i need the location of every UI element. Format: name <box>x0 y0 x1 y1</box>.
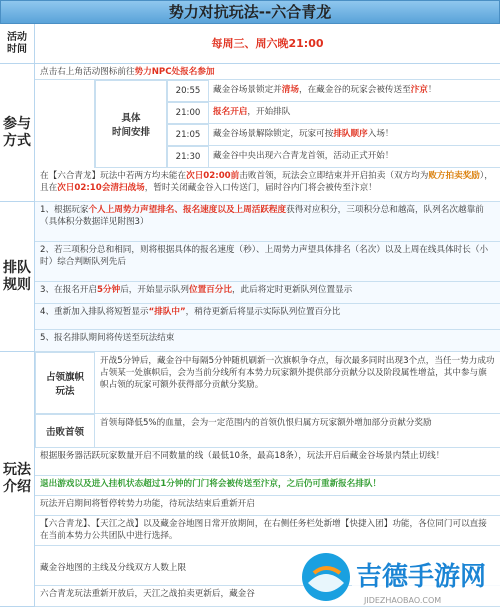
boss-label: 击败首领 <box>35 414 95 448</box>
rule4-pre: 4、重新加入排队将短暂显示 <box>40 307 149 317</box>
queue-rule-1 <box>35 202 500 242</box>
schedule-time: 21:30 <box>167 146 209 168</box>
participation-note <box>35 168 500 202</box>
schedule-pre: 藏金谷场景锁定并 <box>213 85 282 95</box>
queue-rule-2 <box>35 242 500 282</box>
boss-desc: 首领每降低5%的血量，会为一定范围内的首领仇恨归属方玩家额外增加部分贡献分奖励 <box>100 418 432 428</box>
note-hl-3: 次日02:10会清扫战场 <box>57 183 145 193</box>
section-queue <box>0 202 35 352</box>
note-hl-2: 败方拍卖奖励 <box>428 171 480 181</box>
rule1-post: 获得对应积分，三项积分总和越高，队列名次越靠前（具体积分数据详见附图3） <box>40 205 484 227</box>
schedule-label: 具体 时间安排 <box>95 80 167 168</box>
schedule-desc <box>209 80 500 102</box>
note-text-1: 在【六合青龙】玩法中若两方均未能在 <box>40 171 187 181</box>
rule3-post: 后，开始显示队列 <box>120 285 189 295</box>
schedule-post: ，在藏金谷的玩家会被传送至 <box>298 85 411 95</box>
title-text: 势力对抗玩法--六合青龙 <box>168 3 332 21</box>
rule3-hl: 5分钟 <box>97 285 121 295</box>
line-rule <box>35 448 500 476</box>
rule1-hl: 个人上周势力声望排名、报名速度以及上周活跃程度 <box>88 205 287 215</box>
participation-label: 参与 方式 <box>3 115 31 149</box>
queue-rule-4 <box>35 304 500 330</box>
schedule-time: 21:05 <box>167 124 209 146</box>
rule3-end: ，此后将定时更新队列位置显示 <box>231 285 353 295</box>
schedule-desc <box>209 146 500 168</box>
other-desc: 【六合青龙】、【天江之战】以及藏金谷地图日常开放期间，在右侧任务栏处新增【快捷入团】功能，各位同门可以直接在当前本势力公共团队中进行选择。 <box>40 519 487 541</box>
queue-rule-5 <box>35 330 500 352</box>
rule3-hl2: 位置百分比 <box>188 285 232 295</box>
rule2-text: 2、若三项积分总和相同，则将根据具体的报名速度（秒）、上周势力声望具体排名（名次）以及上周在线具体时长（小时）综合判断队列先后 <box>40 245 489 267</box>
schedule-pre: 藏金谷场景解除锁定，玩家可按 <box>213 129 334 139</box>
quit-desc: 退出游戏以及进入挂机状态超过1分钟的门门将会被传送至汴京，之后仍可重新报名排队！ <box>40 479 382 489</box>
activity-time-value: 每周三、周六晚21:00 <box>35 24 500 64</box>
intro-text: 点击右上角活动图标前往 <box>40 67 135 77</box>
section-activity-time <box>0 24 35 64</box>
schedule-end: ！ <box>427 85 437 95</box>
rule4-post: ，稍待更新后将显示实际队列位置百分比 <box>185 307 341 317</box>
map-desc: 藏金谷地图的主线及分线双方人数上限 <box>40 563 187 573</box>
section-gameplay <box>0 352 35 607</box>
note-text-3: ），且在 <box>40 171 493 193</box>
schedule-hl: 排队顺序 <box>333 129 368 139</box>
intro-highlight: 势力NPC处报名参加 <box>134 67 215 77</box>
rule1-pre: 1、根据玩家 <box>40 205 89 215</box>
flag-label: 占领旗帜 玩法 <box>35 352 95 414</box>
schedule-pre: 藏金谷中央出现六合青龙首领，活动正式开始！ <box>213 151 394 161</box>
schedule-spacer <box>35 80 95 168</box>
schedule-hl: 清场 <box>281 85 299 95</box>
schedule-desc <box>209 124 500 146</box>
note-text-4: ，暂时关闭藏金谷入口传送门，届时谷内门将会被传至汴京！ <box>144 183 377 193</box>
schedule-desc <box>209 102 500 124</box>
note-text-2: 击败首领，玩法会立即结束并开启拍卖（双方均为 <box>239 171 429 181</box>
queue-rule-3 <box>35 282 500 304</box>
schedule-hl: 报名开启 <box>213 107 248 117</box>
page-title <box>0 0 500 24</box>
schedule-post: 入场！ <box>367 129 394 139</box>
rule3-pre: 3、在报名开启 <box>40 285 98 295</box>
flag-text <box>95 352 500 414</box>
flag-desc: 开战5分钟后，藏金谷中每隔5分钟随机刷新一次旗帜争夺点，每次最多同时出现3个点，当任一势力成功占领某一处旗帜后，会为当前分线所有本势力玩家额外提供部分贡献分以及阶段属性增益，其中参与旗帜占领的玩家可额外获得部分贡献分奖励。 <box>100 356 495 390</box>
activity-time-label: 活动 时间 <box>7 31 27 55</box>
restart-desc: 六合青龙玩法重新开放后，天江之战拍卖更新后，藏金谷 <box>40 589 255 599</box>
boss-text <box>95 414 500 448</box>
line-desc: 根据服务器活跃玩家数量开启不同数量的线（最低10条，最高18条），玩法开启后藏金谷场景内禁止切线！ <box>40 451 445 461</box>
site-logo <box>300 543 500 607</box>
pause-desc: 玩法开启期间将暂停转势力功能，待玩法结束后重新开启 <box>40 499 255 509</box>
logo-name: 吉德手游网 <box>356 562 487 592</box>
section-participation <box>0 64 35 202</box>
schedule-time: 21:00 <box>167 102 209 124</box>
queue-label: 排队 规则 <box>3 259 31 293</box>
schedule-time: 20:55 <box>167 80 209 102</box>
schedule-post: ，开始排队 <box>247 107 291 117</box>
gameplay-label: 玩法 介绍 <box>3 462 31 495</box>
rule4-hl: “排队中” <box>148 307 186 317</box>
other-rule <box>35 516 500 546</box>
note-hl-1: 次日02:00前 <box>186 171 240 181</box>
logo-url: JIDEZHAOBAO.COM <box>364 596 442 605</box>
pause-rule <box>35 496 500 516</box>
rule5-text: 5、报名排队期间将传送至玩法结束 <box>40 333 175 343</box>
quit-rule <box>35 476 500 496</box>
participation-intro <box>35 64 500 80</box>
schedule-hl2: 汴京 <box>410 85 428 95</box>
